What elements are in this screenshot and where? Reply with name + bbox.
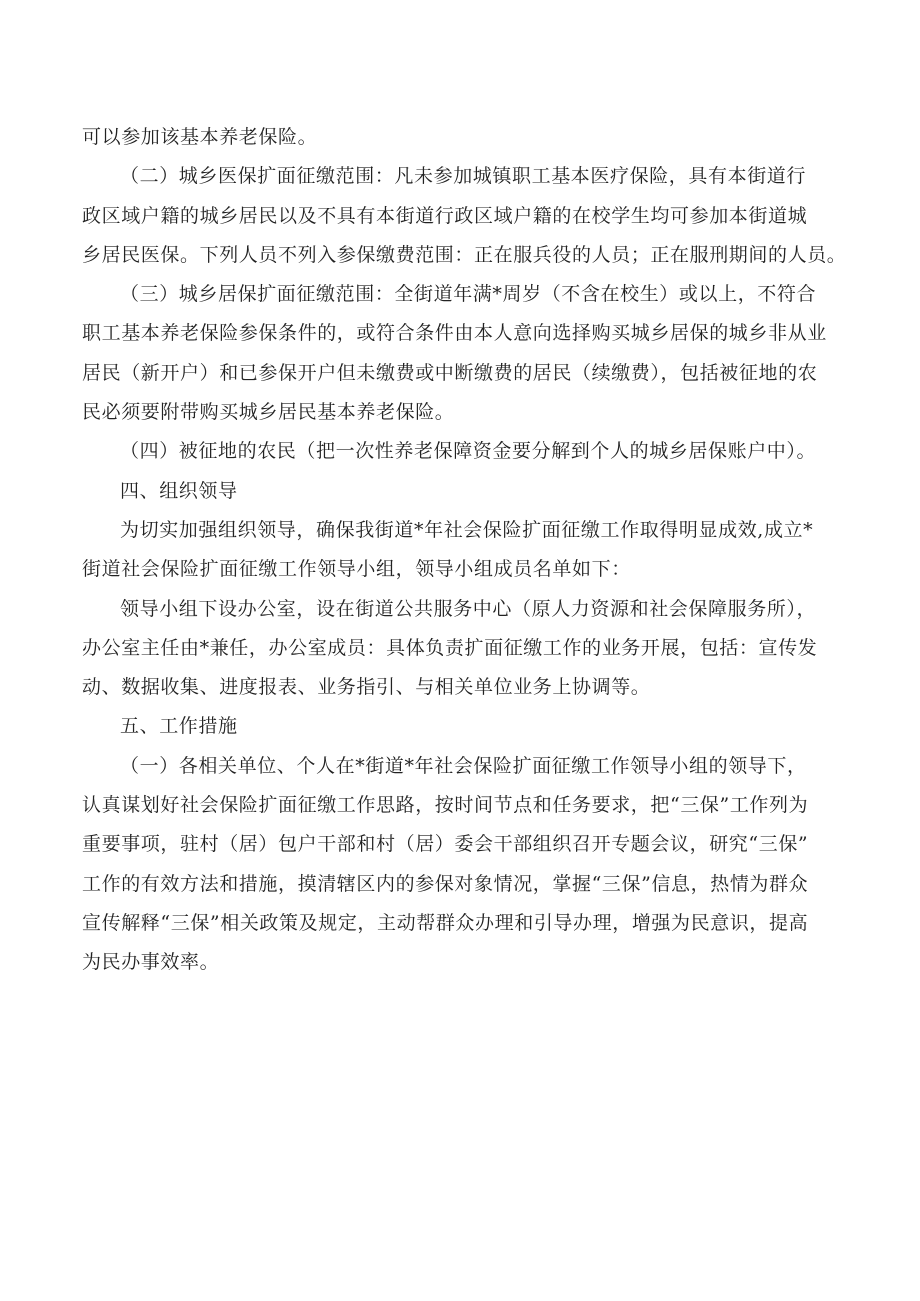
text-line: 动、数据收集、进度报表、业务指引、与相关单位业务上协调等。: [82, 676, 651, 699]
document-body: [82, 118, 852, 983]
paragraph-urban-rural-pension-scope: [82, 275, 852, 432]
text-line: 可以参加该基本养老保险。: [82, 126, 318, 148]
text-line: （四）被征地的农民（把一次性养老保障资金要分解到个人的城乡居保账户中）。: [120, 440, 817, 463]
paragraph-office-setup: [82, 590, 852, 708]
text-line: 民必须要附带购买城乡居民基本养老保险。: [82, 401, 455, 424]
text-line: 乡居民医保。下列人员不列入参保缴费范围：正在服兵役的人员；正在服刑期间的人员。: [82, 243, 847, 266]
text-line: 四、组织领导: [120, 479, 238, 502]
text-line: 为切实加强组织领导，确保我街道*年社会保险扩面征缴工作取得明显成效,成立*: [120, 518, 814, 541]
text-line: 领导小组下设办公室，设在街道公共服务中心（原人力资源和社会保障服务所），: [120, 597, 817, 620]
text-line: 职工基本养老保险参保条件的，或符合条件由本人意向选择购买城乡居保的城乡非从业: [82, 322, 827, 345]
text-line: （一）各相关单位、个人在*街道*年社会保险扩面征缴工作领导小组的领导下，: [120, 754, 807, 777]
paragraph-work-measure-1: [82, 747, 852, 983]
text-line: （三）城乡居保扩面征缴范围：全街道年满*周岁（不含在校生）或以上，不符合: [120, 283, 817, 306]
text-line: 认真谋划好社会保险扩面征缴工作思路，按时间节点和任务要求，把“三保”工作列为: [82, 794, 809, 817]
text-line: （二）城乡医保扩面征缴范围：凡未参加城镇职工基本医疗保险，具有本街道行: [120, 165, 807, 188]
text-line: 街道社会保险扩面征缴工作领导小组，领导小组成员名单如下：: [82, 558, 631, 581]
text-line: 重要事项，驻村（居）包户干部和村（居）委会干部组织召开专题会议，研究“三保”: [82, 833, 809, 856]
text-line: 政区域户籍的城乡居民以及不具有本街道行政区域户籍的在校学生均可参加本街道城: [82, 204, 808, 227]
text-line: 居民（新开户）和已参保开户但未缴费或中断缴费的居民（续缴费），包括被征地的农: [82, 361, 818, 384]
paragraph-urban-rural-medical-scope: [82, 157, 852, 275]
paragraph-continuation: [82, 118, 852, 157]
section-heading-work-measures: [82, 707, 852, 746]
paragraph-leadership-group: [82, 511, 852, 590]
section-heading-organization-leadership: [82, 472, 852, 511]
text-line: 工作的有效方法和措施，摸清辖区内的参保对象情况，掌握“三保”信息，热情为群众: [82, 872, 809, 895]
text-line: 宣传解释“三保”相关政策及规定，主动帮群众办理和引导办理，增强为民意识，提高: [82, 911, 809, 934]
paragraph-land-expropriated-farmers: [82, 432, 852, 471]
text-line: 为民办事效率。: [82, 951, 220, 974]
text-line: 五、工作措施: [120, 715, 238, 738]
text-line: 办公室主任由*兼任，办公室成员：具体负责扩面征缴工作的业务开展，包括：宣传发: [82, 636, 818, 659]
